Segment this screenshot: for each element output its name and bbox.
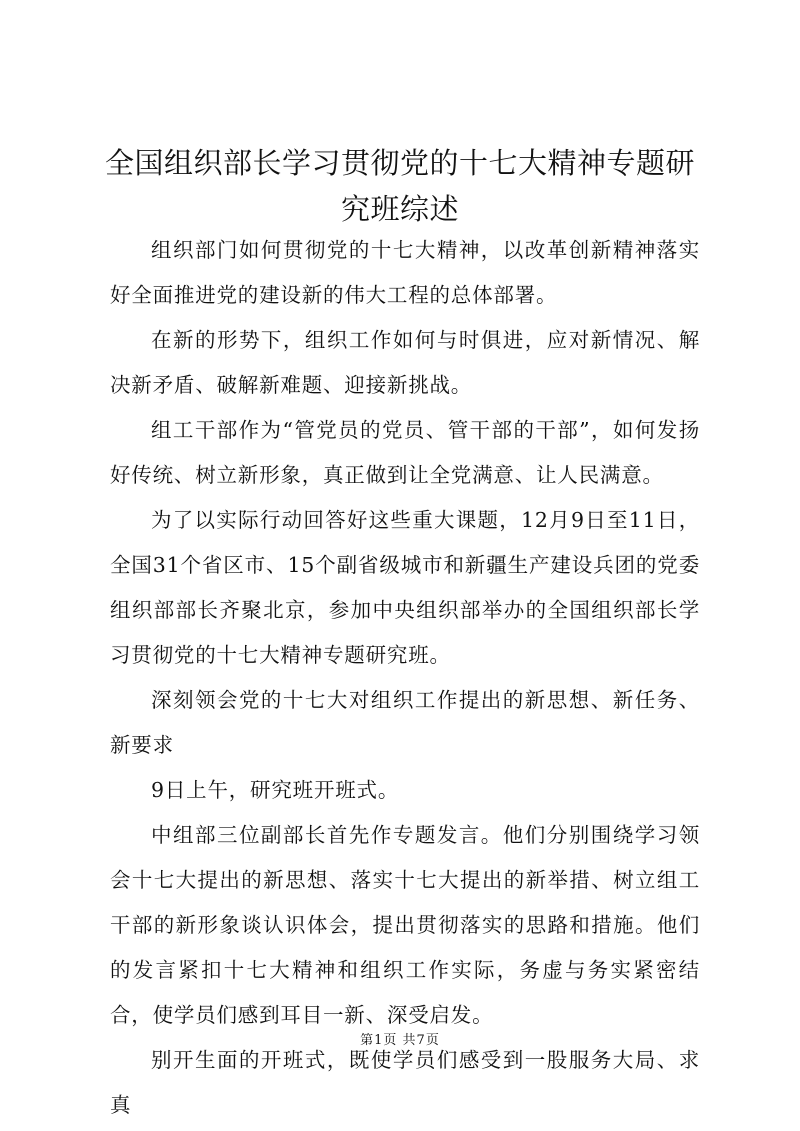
paragraph: 9日上午，研究班开班式。 <box>151 778 400 802</box>
document-body <box>110 228 700 1128</box>
document-title: 全国组织部长学习贯彻党的十七大精神专题研究班综述 <box>104 146 695 226</box>
paragraph: 为了以实际行动回答好这些重大课题，12月9日至11日，全国31个省区市、15个副省级城市和新疆生产建设兵团的党委组织部部长齐聚北京，参加中央组织部举办的全国组织部长学习贯彻党的十七大精神专题研究班。 <box>110 508 700 667</box>
page-footer: 第1页 共7页 <box>360 1033 440 1048</box>
paragraph: 组工干部作为“管党员的党员、管干部的干部”，如何发扬好传统、树立新形象，真正做到让全党满意、让人民满意。 <box>110 418 700 487</box>
paragraph: 组织部门如何贯彻党的十七大精神，以改革创新精神落实好全面推进党的建设新的伟大工程的总体部署。 <box>110 238 700 307</box>
paragraph: 中组部三位副部长首先作专题发言。他们分别围绕学习领会十七大提出的新思想、落实十七大提出的新举措、树立组工干部的新形象谈认识体会，提出贯彻落实的思路和措施。他们的发言紧扣十七大精神和组织工作实际，务虚与务实紧密结合，使学员们感到耳目一新、深受启发。 <box>110 823 700 1027</box>
paragraph: 在新的形势下，组织工作如何与时俱进，应对新情况、解决新矛盾、破解新难题、迎接新挑战。 <box>110 328 700 397</box>
paragraph: 深刻领会党的十七大对组织工作提出的新思想、新任务、新要求 <box>110 688 700 757</box>
paragraph: 别开生面的开班式，既使学员们感受到一股服务大局、求真 <box>110 1048 700 1117</box>
